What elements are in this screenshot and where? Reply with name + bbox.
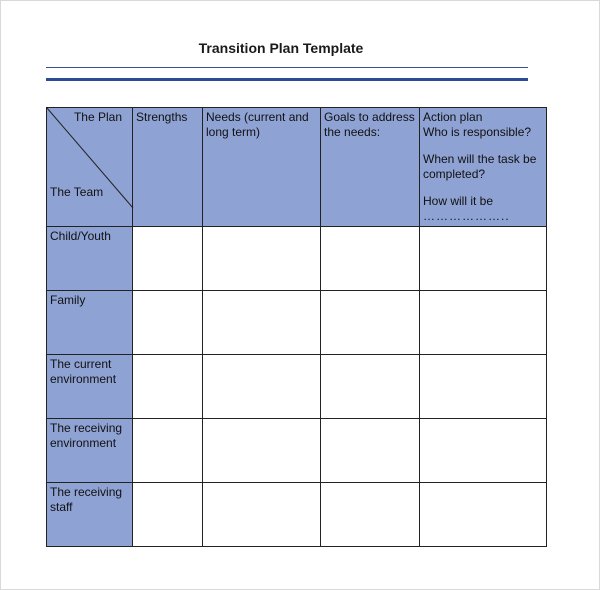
title-rule-thin [46,67,528,68]
row-label-receiving-environment: The receiving environment [47,419,133,483]
cell-needs[interactable] [203,419,321,483]
action-plan-how: How will it be [423,194,494,208]
table-row [47,483,547,547]
cell-action-plan[interactable] [420,483,547,547]
corner-plan-label: The Plan [73,110,122,124]
cell-needs[interactable] [203,483,321,547]
cell-strengths[interactable] [133,355,203,419]
cell-goals[interactable] [321,483,420,547]
table-row [47,227,547,291]
header-strengths-label: Strengths [136,110,188,124]
cell-goals[interactable] [321,355,420,419]
document-title: Transition Plan Template [198,40,364,56]
corner-diagonal-line [47,108,133,222]
title-rule-thick [46,78,528,81]
cell-needs[interactable] [203,291,321,355]
table-row [47,355,547,419]
row-label-family: Family [47,291,133,355]
cell-strengths[interactable] [133,291,203,355]
cell-strengths[interactable] [133,483,203,547]
cell-needs[interactable] [203,227,321,291]
header-goals [321,108,420,227]
action-plan-dots: ……………….. [423,209,510,223]
table-row [47,419,547,483]
cell-strengths[interactable] [133,419,203,483]
cell-action-plan[interactable] [420,355,547,419]
cell-action-plan[interactable] [420,419,547,483]
header-strengths [133,108,203,227]
header-action-plan [420,108,547,227]
cell-goals[interactable] [321,419,420,483]
action-plan-responsible: Who is responsible? [423,125,532,139]
header-corner-cell [47,108,133,227]
row-label-current-environment: The current environment [47,355,133,419]
cell-strengths[interactable] [133,227,203,291]
cell-goals[interactable] [321,291,420,355]
action-plan-title: Action plan [423,110,483,124]
header-needs-label: Needs (current and long term) [206,110,309,139]
action-plan-when: When will the task be completed? [423,152,537,181]
cell-needs[interactable] [203,355,321,419]
transition-plan-table [46,107,547,547]
corner-team-label: The Team [50,185,104,199]
row-label-child-youth: Child/Youth [47,227,133,291]
header-needs [203,108,321,227]
cell-action-plan[interactable] [420,227,547,291]
cell-goals[interactable] [321,227,420,291]
row-label-receiving-staff: The receiving staff [47,483,133,547]
cell-action-plan[interactable] [420,291,547,355]
header-row [47,108,547,227]
table-row [47,291,547,355]
header-goals-label: Goals to address the needs: [324,110,415,139]
